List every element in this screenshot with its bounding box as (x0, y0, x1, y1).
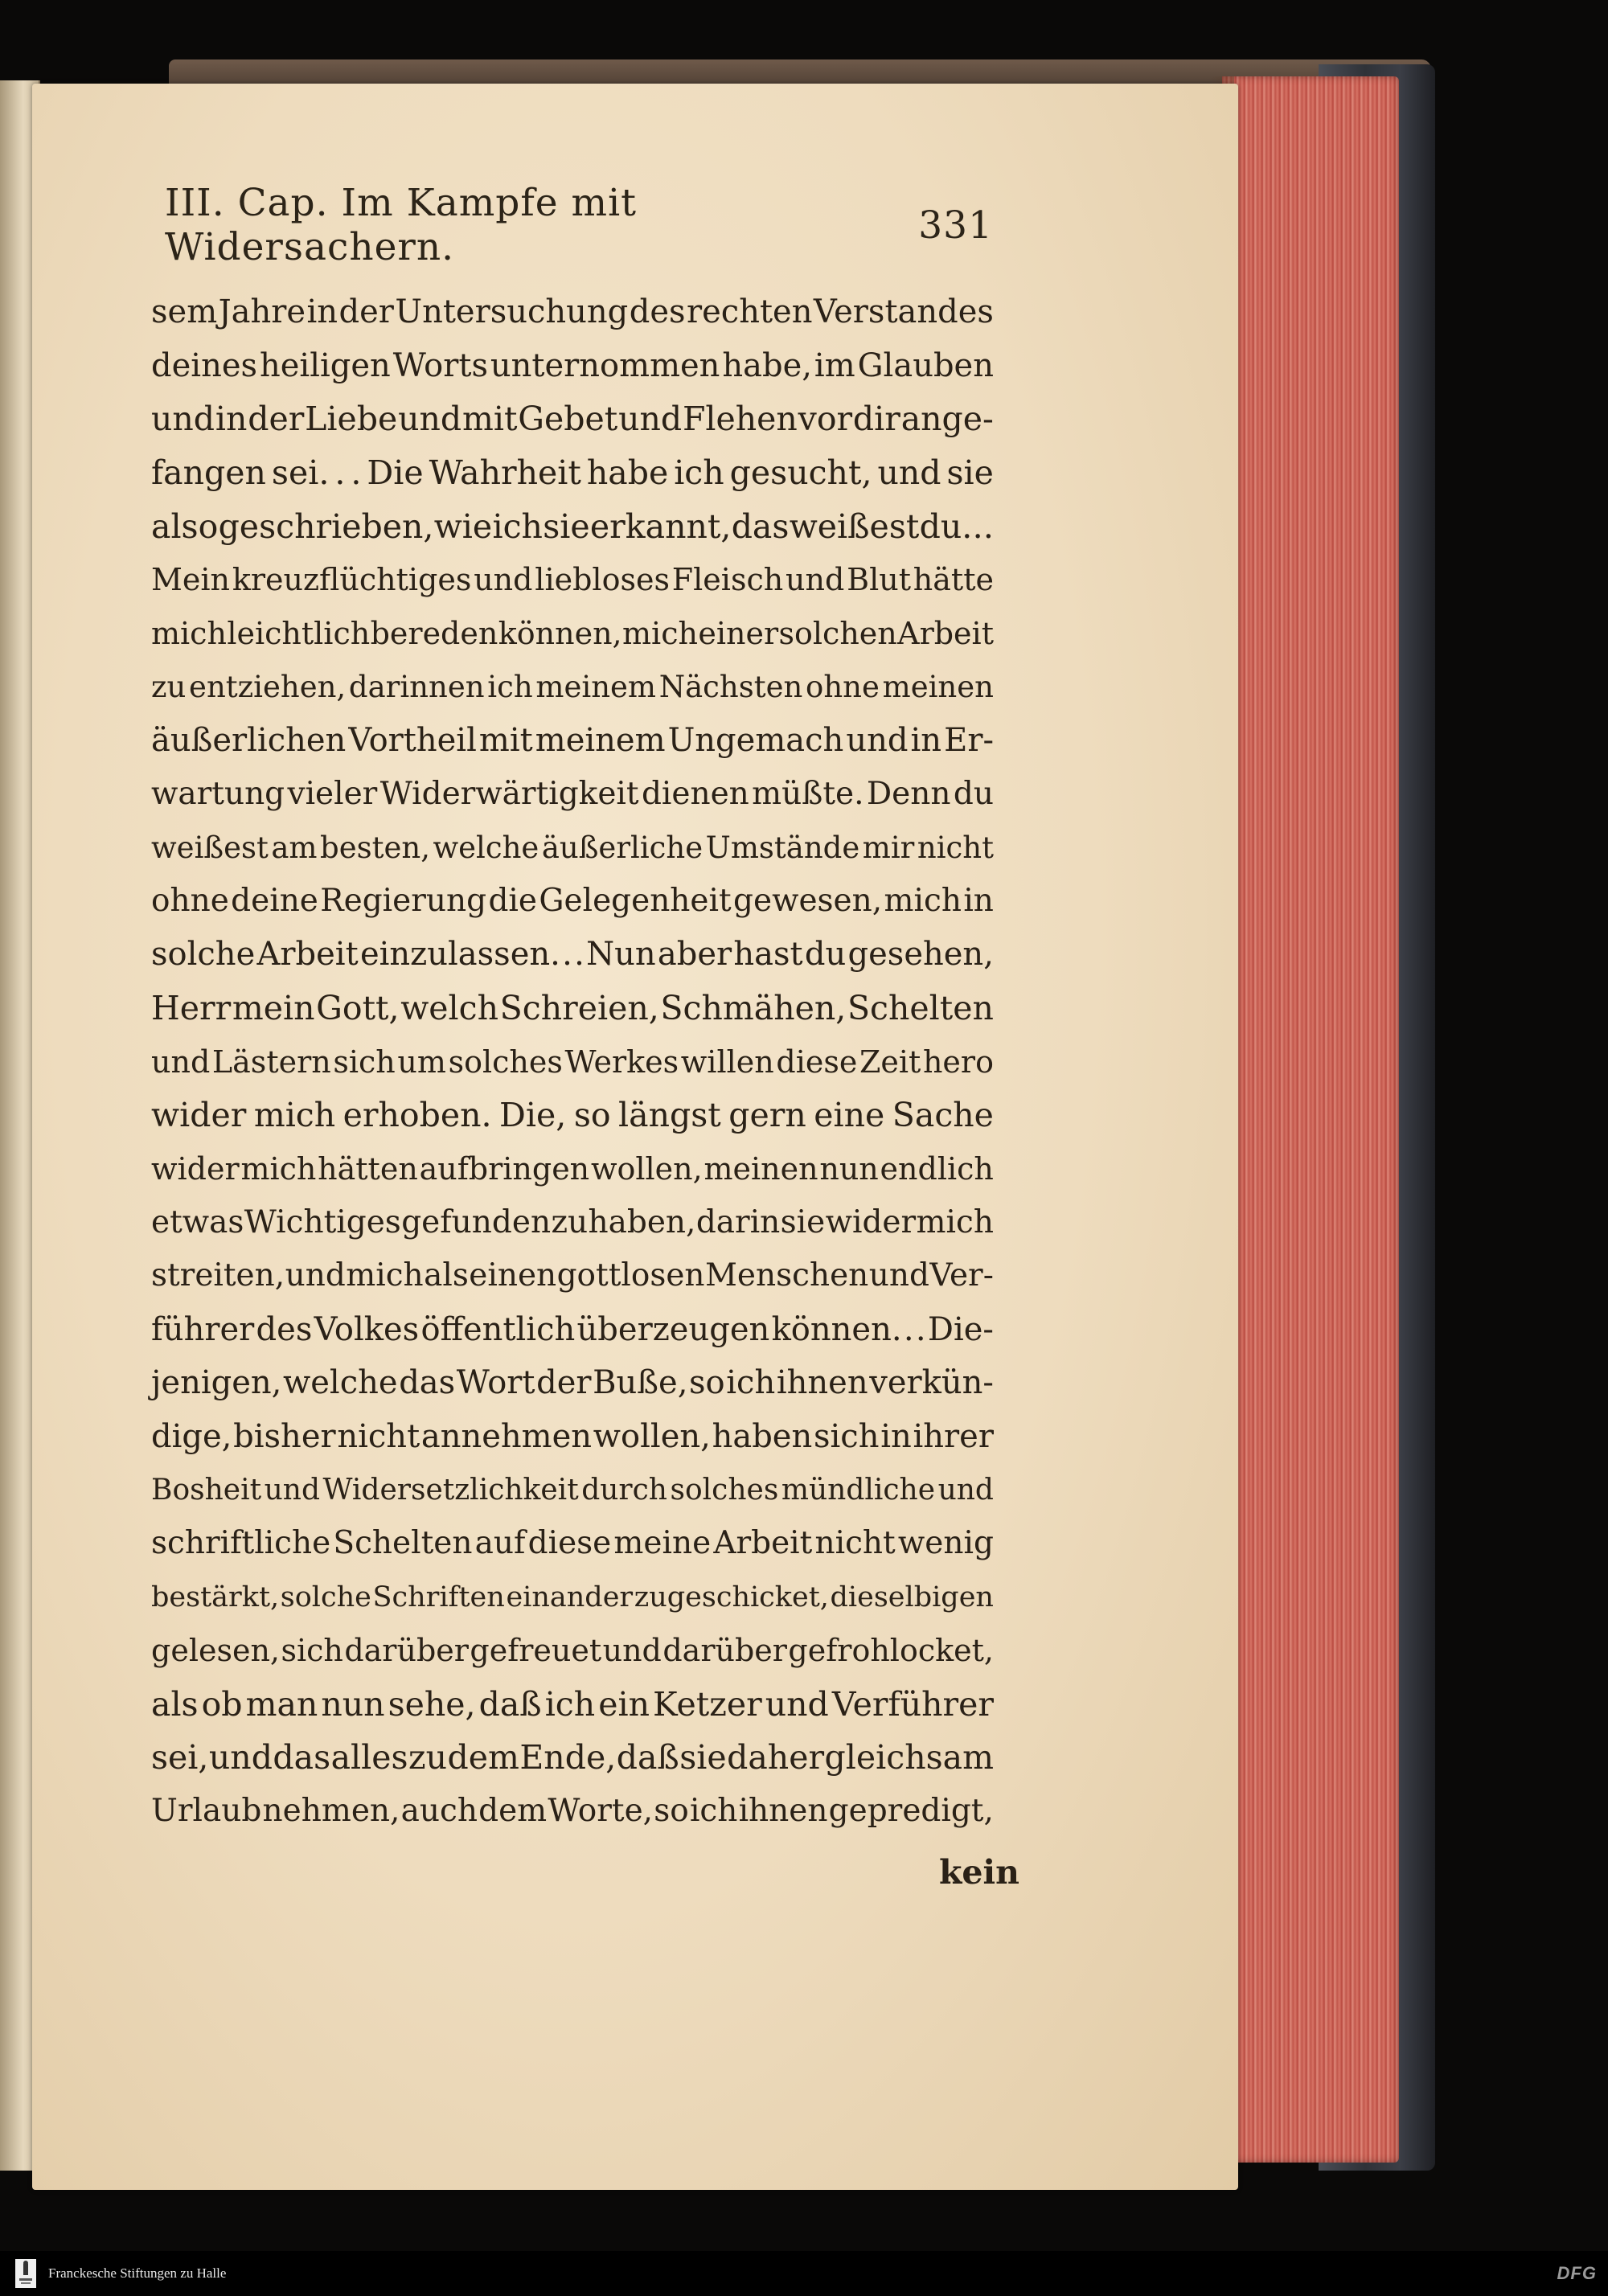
dfg-logo: DFG (1557, 2263, 1597, 2283)
text-line: also geschrieben, wie ich sie erkannt, das weißest du. . . (151, 506, 994, 546)
text-line: Urlaub nehmen, auch dem Worte, so ich ihnen gepredigt, (151, 1793, 994, 1830)
footer-institution (0, 2257, 226, 2290)
text-line: äußerlichen Vortheil mit meinem Ungemach und in Er- (151, 722, 994, 760)
institution-name: Franckesche Stiftungen zu Halle (48, 2265, 227, 2281)
text-line: schriftliche Schelten auf diese meine Arbeit nicht wenig (151, 1525, 994, 1562)
text-line: zu entziehen, darinnen ich meinem Nächsten ohne meinen (151, 669, 994, 704)
text-line: fangen sei. . . Die Wahrheit habe ich gesucht, und sie (151, 453, 994, 493)
institution-logo-icon (11, 2257, 40, 2290)
text-line: führer des Volkes öffentlich überzeugen können. . . Die- (151, 1310, 994, 1348)
text-line: mich leichtlich bereden können, mich einer solchen Arbeit (151, 615, 994, 651)
text-line: sei, und das alles zu dem Ende, daß sie daher gleichsam (151, 1738, 994, 1777)
text-line: sem Jahre in der Untersuchung des rechten Verstandes (151, 293, 994, 331)
text-line: weißest am besten, welche äußerliche Umstände mir nicht (151, 830, 994, 865)
page-header (165, 181, 993, 269)
text-line: jenigen, welche das Wort der Buße, so ich ihnen verkün- (151, 1364, 994, 1402)
text-line: wider mich erhoben. Die, so längst gern eine Sache (151, 1096, 994, 1135)
text-line: Mein kreuzflüchtiges und liebloses Fleisch und Blut hätte (151, 562, 994, 598)
text-line: wartung vieler Widerwärtigkeit dienen müßte. Denn du (151, 776, 994, 813)
text-line: solche Arbeit einzulassen. . . Nun aber hast du gesehen, (151, 936, 994, 974)
text-line: ohne deine Regierung die Gelegenheit gewesen, mich in (151, 883, 994, 920)
text-line: und in der Liebe und mit Gebet und Flehen vor dir ange- (151, 400, 994, 439)
body-text (151, 285, 994, 1838)
text-line: bestärkt, solche Schriften einander zugeschicket, dieselbigen (151, 1581, 994, 1613)
text-line: Herr mein Gott, welch Schreien, Schmähen, Schelten (151, 989, 994, 1028)
text-line: streiten, und mich als einen gottlosen Menschen und Ver- (151, 1257, 994, 1294)
text-line: deines heiligen Worts unternommen habe, im Glauben (151, 346, 994, 384)
red-page-edges (1222, 76, 1399, 2163)
text-line: gelesen, sich darüber gefreuet und darüber gefrohlocket, (151, 1633, 994, 1669)
text-line: Bosheit und Widersetzlichkeit durch solches mündliche und (151, 1473, 994, 1507)
page-number: 331 (918, 203, 993, 248)
text-line: als ob man nun sehe, daß ich ein Ketzer und Verführer (151, 1684, 994, 1724)
text-line: etwas Wichtiges gefunden zu haben, darin sie wider mich (151, 1203, 994, 1240)
catchword: kein (939, 1853, 1019, 1892)
running-title: III. Cap. Im Kampfe mit Widersachern. (165, 181, 638, 269)
text-line: wider mich hätten aufbringen wollen, meinen nun endlich (151, 1150, 994, 1187)
viewer-footer (0, 2251, 1608, 2296)
text-line: dige, bisher nicht annehmen wollen, haben sich in ihrer (151, 1417, 994, 1455)
text-line: und Lästern sich um solches Werkes willen diese Zeit hero (151, 1043, 994, 1080)
